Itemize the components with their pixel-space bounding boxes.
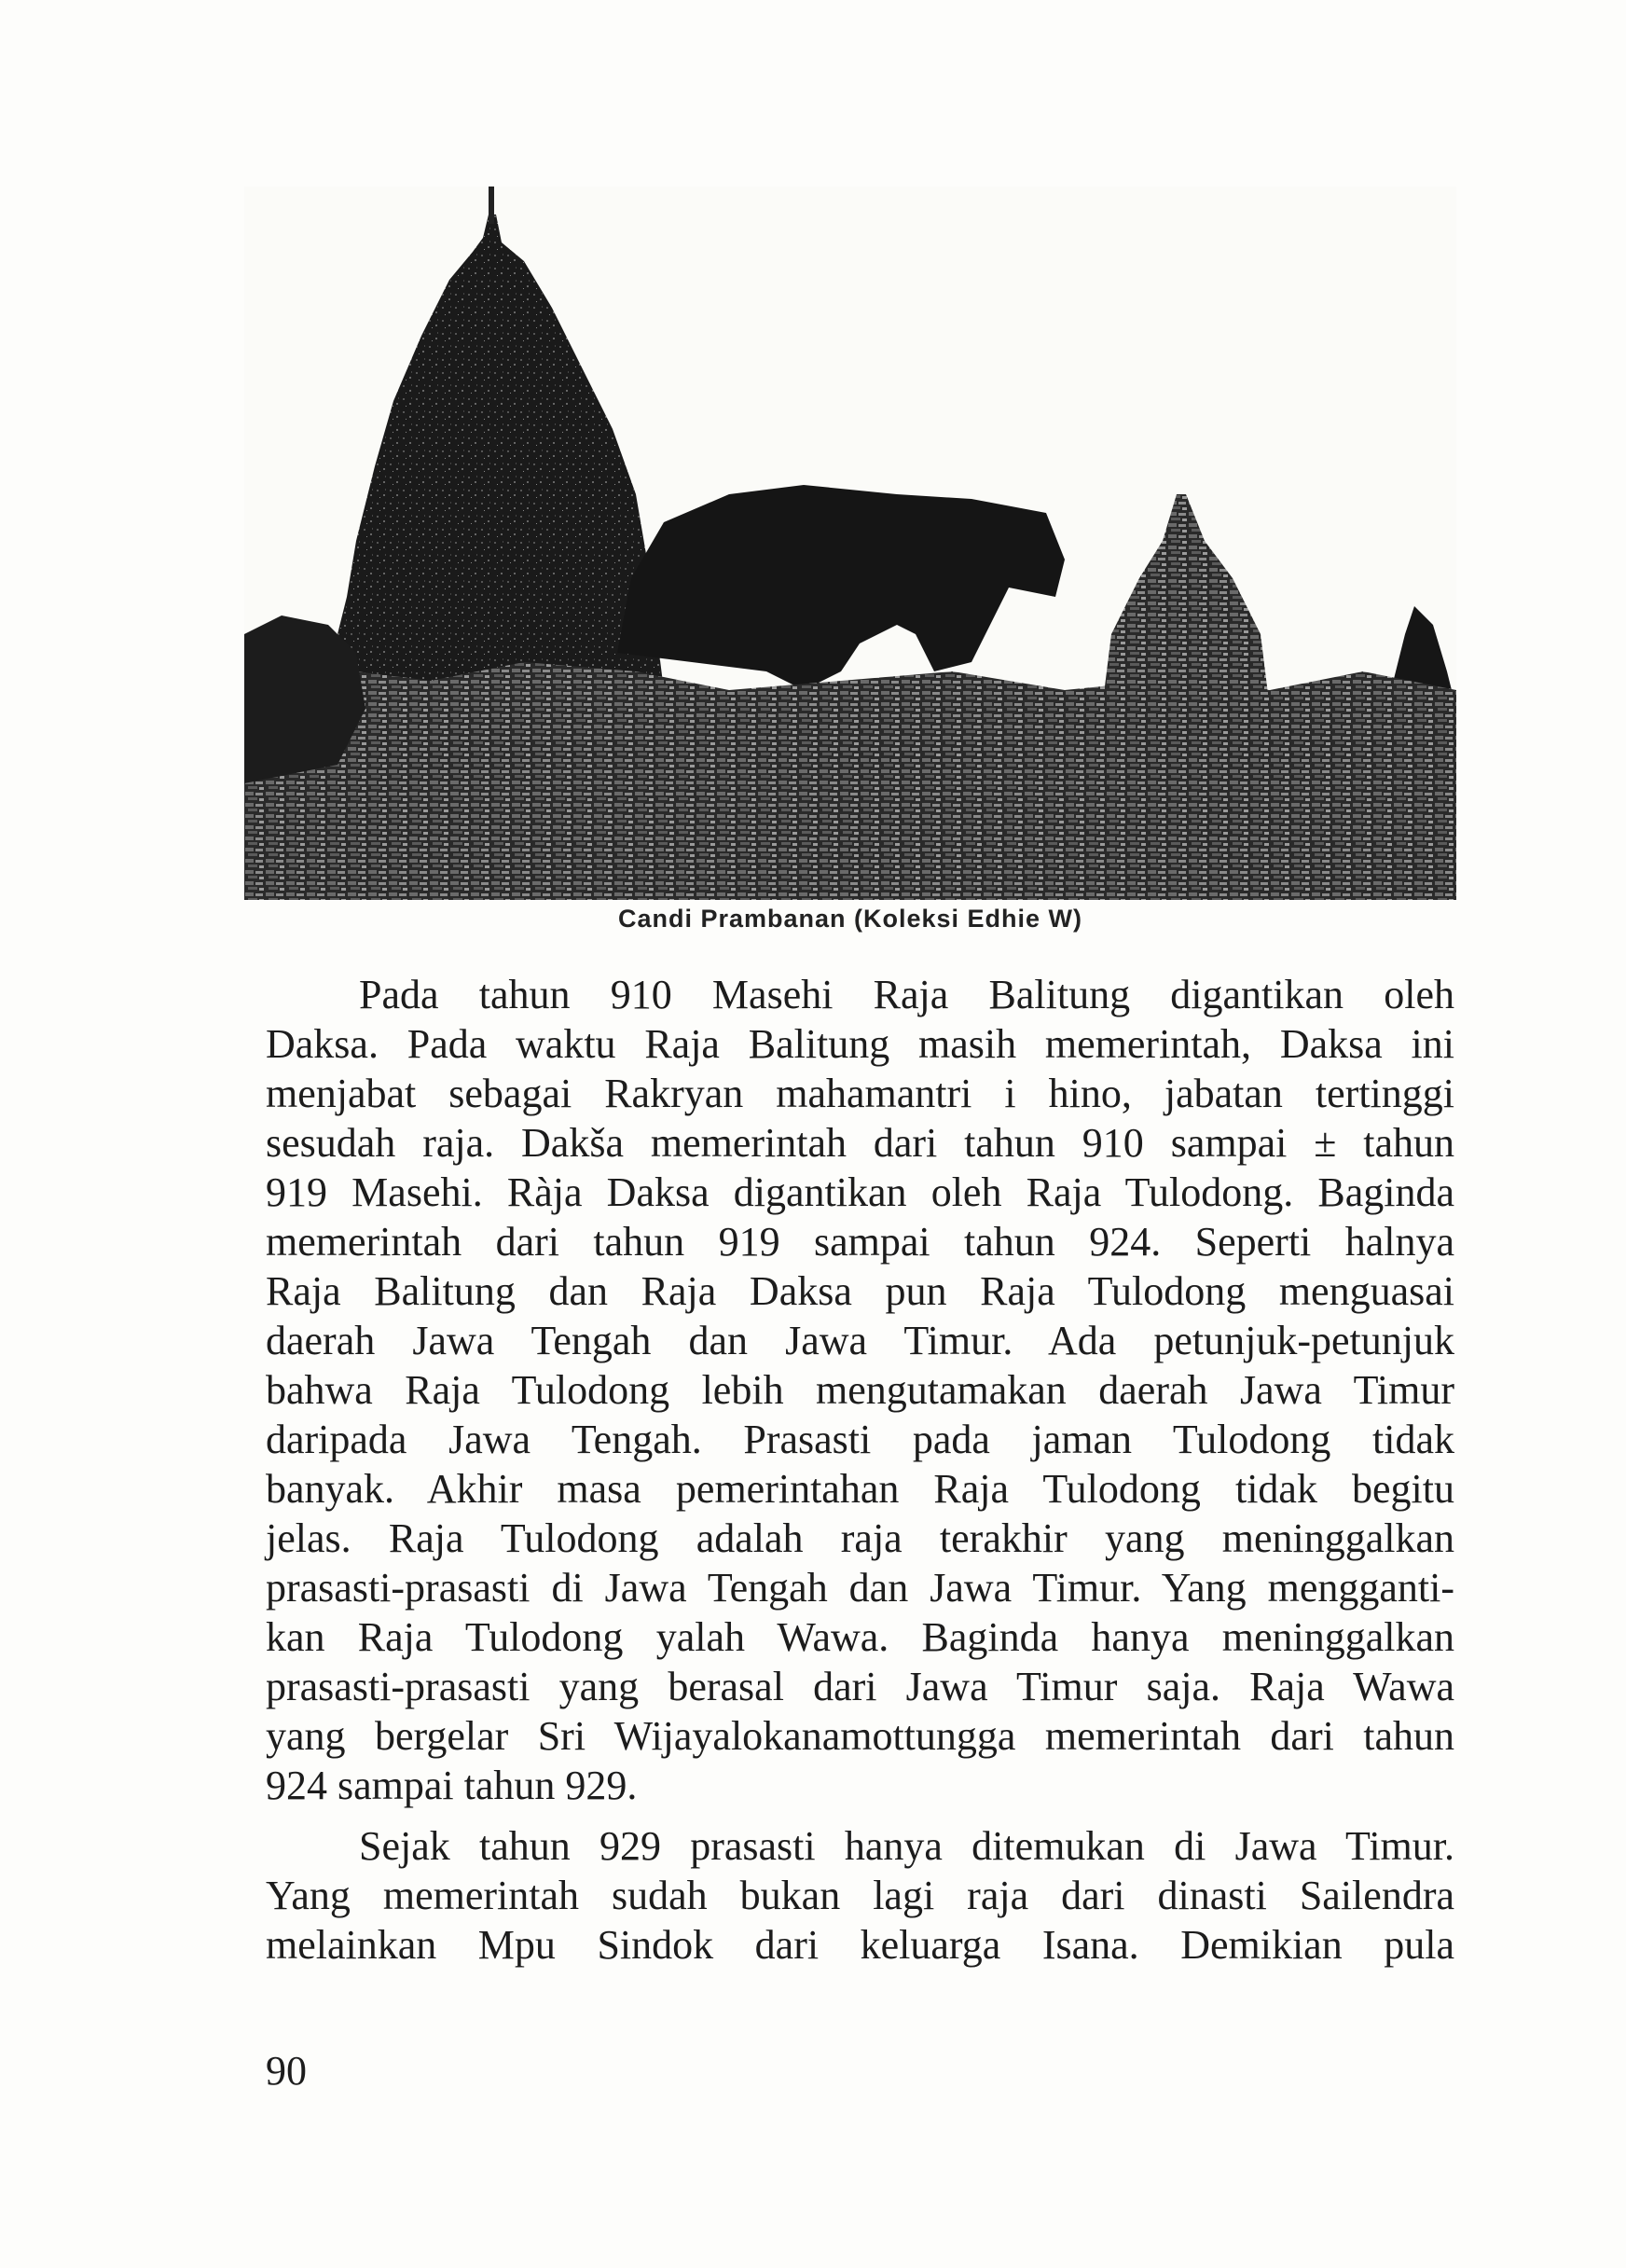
photo-caption: Candi Prambanan (Koleksi Edhie W) [617,905,1083,933]
text-line: kan Raja Tulodong yalah Wawa. Baginda hanya meninggalkan [266,1614,1454,1660]
text-line: Raja Balitung dan Raja Daksa pun Raja Tulodong menguasai [266,1268,1454,1314]
text-line: memerintah dari tahun 919 sampai tahun 924. Seperti halnya [266,1219,1454,1265]
temple-ruins-ground [244,662,1456,900]
text-line: prasasti-prasasti yang berasal dari Jawa Timur saja. Raja Wawa [266,1664,1454,1709]
temple-finial [489,187,494,224]
text-line: yang bergelar Sri Wijayalokanamottungga memerintah dari tahun [266,1713,1454,1759]
text-line: Sejak tahun 929 prasasti hanya ditemukan di Jawa Timur. [359,1823,1454,1869]
text-line: prasasti-prasasti di Jawa Tengah dan Jawa Timur. Yang mengganti- [266,1565,1454,1611]
temple-photo [244,187,1456,900]
text-line: banyak. Akhir masa pemerintahan Raja Tulodong tidak begitu [266,1466,1454,1512]
text-line: bahwa Raja Tulodong lebih mengutamakan daerah Jawa Timur [266,1367,1454,1413]
text-line: jelas. Raja Tulodong adalah raja terakhir yang meninggalkan [266,1515,1454,1561]
text-line: daripada Jawa Tengah. Prasasti pada jaman Tulodong tidak [266,1417,1454,1462]
text-line: melainkan Mpu Sindok dari keluarga Isana. Demikian pula [266,1922,1454,1968]
text-line: daerah Jawa Tengah dan Jawa Timur. Ada petunjuk-petunjuk [266,1318,1454,1363]
text-line: 924 sampai tahun 929. [266,1763,638,1808]
text-line: menjabat sebagai Rakryan mahamantri i hino, jabatan tertinggi [266,1071,1454,1116]
text-line: sesudah raja. Dakša memerintah dari tahun 910 sampai ± tahun [266,1120,1454,1166]
text-line: Daksa. Pada waktu Raja Balitung masih memerintah, Daksa ini [266,1021,1454,1067]
paragraph-spacer [266,1810,1454,1821]
prambanan-temple-image [244,187,1456,900]
body-text [266,970,1454,1970]
text-line: Pada tahun 910 Masehi Raja Balitung digantikan oleh [359,972,1454,1017]
text-line: Yang memerintah sudah bukan lagi raja dari dinasti Sailendra [266,1873,1454,1918]
paragraph-2 [266,1821,1454,1970]
paragraph-1 [266,970,1454,1810]
page-number: 90 [266,2048,307,2094]
text-line: 919 Masehi. Ràja Daksa digantikan oleh Raja Tulodong. Baginda [266,1169,1454,1215]
